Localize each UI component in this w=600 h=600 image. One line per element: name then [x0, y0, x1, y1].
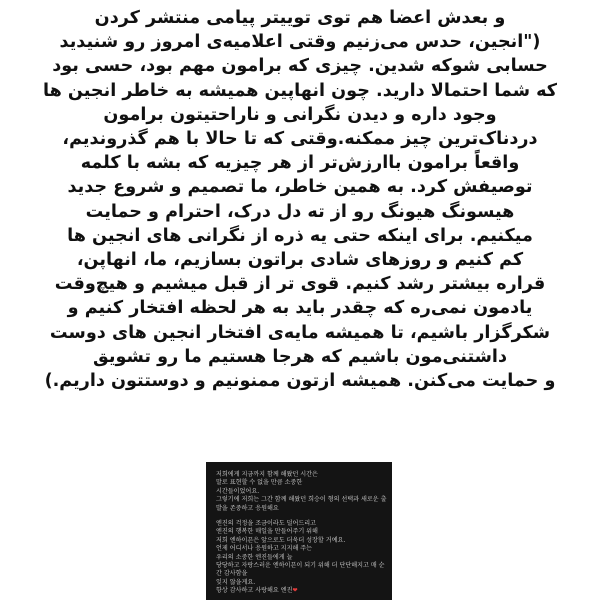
korean-line: 말로 표현할 수 없을 만큼 소중한 [216, 479, 303, 487]
statement-line: هیسونگ هیونگ رو از ته دل درک، احترام و حمایت [85, 201, 515, 222]
korean-line: 간 감사함을 [216, 570, 248, 578]
korean-line: 저희 엔하이픈은 앞으로도 더욱더 성장할 거예요. [216, 536, 346, 544]
statement-line: کم کنیم و روزهای شادی براتون بسازیم، ما، انهاپن، [76, 250, 524, 271]
statement-line: وجود داره و دیدن نگرانی و ناراحتیتون برامون [103, 104, 497, 125]
korean-line: 시간들이었어요. [216, 487, 260, 495]
korean-line: 우리의 소중한 엔진들에게 늘 [216, 553, 293, 561]
embedded-statement-screenshot [206, 462, 392, 600]
statement-line: شکرگزار باشیم، تا همیشه مایه‌ی افتخار انجین های دوست [49, 322, 551, 343]
statement-line: یادمون نمی‌ره که چقدر باید به هر لحظه افتخار کنیم و [67, 298, 533, 319]
heart-icon: ❤ [292, 587, 298, 595]
korean-line: 발을 존중하고 응원해요 [216, 504, 279, 512]
persian-statement [8, 6, 592, 393]
statement-line: قراره بیشتر رشد کنیم. قوی تر از قبل میشیم و هیچ‌وقت [54, 274, 546, 295]
statement-line: که شما احتمالا دارید. چون انهاپین همیشه به خاطر انجین ها [42, 80, 558, 101]
korean-line: 언제 어디서나 응원하고 지지해 주는 [216, 545, 313, 553]
statement-line: ("انجین، حدس می‌زنیم وقتی اعلامیه‌ی امروز رو شنیدید [59, 32, 541, 53]
korean-line: 그렇기에 저희는 그간 함께 해왔던 희승이 형의 선택과 새로운 출 [216, 496, 387, 504]
statement-line: و بعدش اعضا هم توی توییتر پیامی منتشر کردن [94, 8, 506, 28]
korean-line: 엔진의 걱정을 조금이라도 덜어드리고 [216, 520, 316, 528]
statement-line: حسابی شوکه شدین. چیزی که برامون مهم بود، حسی بود [52, 56, 548, 77]
korean-line: 잊지 않을게요. [216, 578, 256, 586]
statement-line: واقعاً برامون باارزش‌تر از هر چیزیه که بشه با کلمه [80, 153, 520, 174]
statement-line: و حمایت می‌کنن. همیشه ازتون ممنونیم و دوستتون داریم.) [44, 371, 556, 392]
korean-closing-line [216, 587, 382, 595]
korean-line: 당당하고 자랑스러운 엔하이픈이 되기 위해 더 단단해지고 매 순 [216, 562, 385, 570]
korean-line: 엔진의 행복한 매일을 만들어주기 위해 [216, 528, 318, 536]
paragraph-gap [216, 513, 382, 520]
statement-line: توصیفش کرد. به همین خاطر، ما تصمیم و شروع جدید [67, 177, 533, 198]
statement-line: میکنیم. برای اینکه حتی یه ذره از نگرانی های انجین ها [67, 225, 533, 246]
statement-line: دردناک‌ترین چیز ممکنه.وقتی که تا حالا با هم گذروندیم، [62, 129, 538, 150]
korean-line: 항상 감사하고 사랑해요 엔진 [216, 587, 293, 595]
korean-line: 저희에게 지금까지 함께 해왔던 시간은 [216, 471, 318, 478]
statement-line: داشتنی‌مون باشیم که هرجا هستیم ما رو تشویق [93, 346, 507, 367]
